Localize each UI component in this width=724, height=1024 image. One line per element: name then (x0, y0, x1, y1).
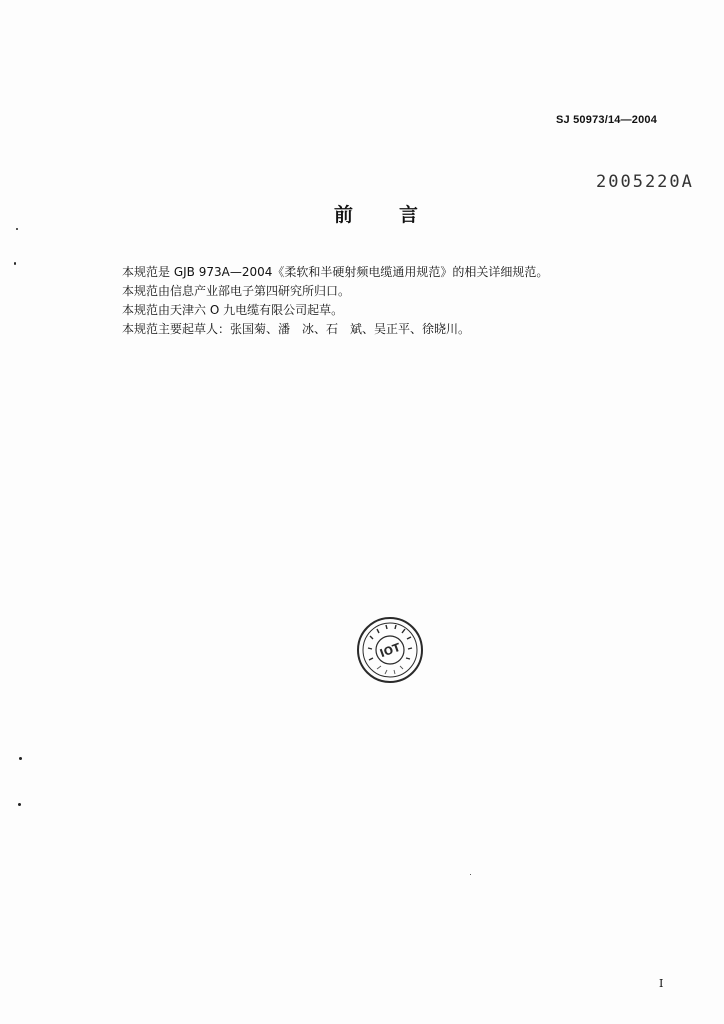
preface-line-4: 本规范主要起草人：张国菊、潘 冰、石 斌、吴正平、徐晓川。 (122, 322, 471, 336)
seal-center-text: IOT (378, 640, 403, 661)
preface-title (334, 200, 418, 227)
scan-speck (18, 803, 21, 806)
scan-speck (19, 757, 22, 760)
preface-line-1: 本规范是 GJB 973A—2004《柔软和半硬射频电缆通用规范》的相关详细规范。 (122, 265, 549, 279)
preface-line-3: 本规范由天津六 O 九电缆有限公司起草。 (122, 303, 344, 317)
standard-code: SJ 50973/14—2004 (556, 114, 658, 126)
scan-speck (16, 228, 18, 230)
scan-speck (14, 262, 16, 265)
stamp-number: 2005220A (596, 172, 694, 192)
title-char-1: 前 (334, 204, 354, 226)
library-seal-icon (355, 614, 425, 686)
page-number: I (659, 977, 664, 990)
title-char-2: 言 (399, 204, 419, 226)
scan-speck (470, 874, 471, 875)
preface-body (122, 263, 642, 339)
preface-line-2: 本规范由信息产业部电子第四研究所归口。 (122, 284, 351, 298)
